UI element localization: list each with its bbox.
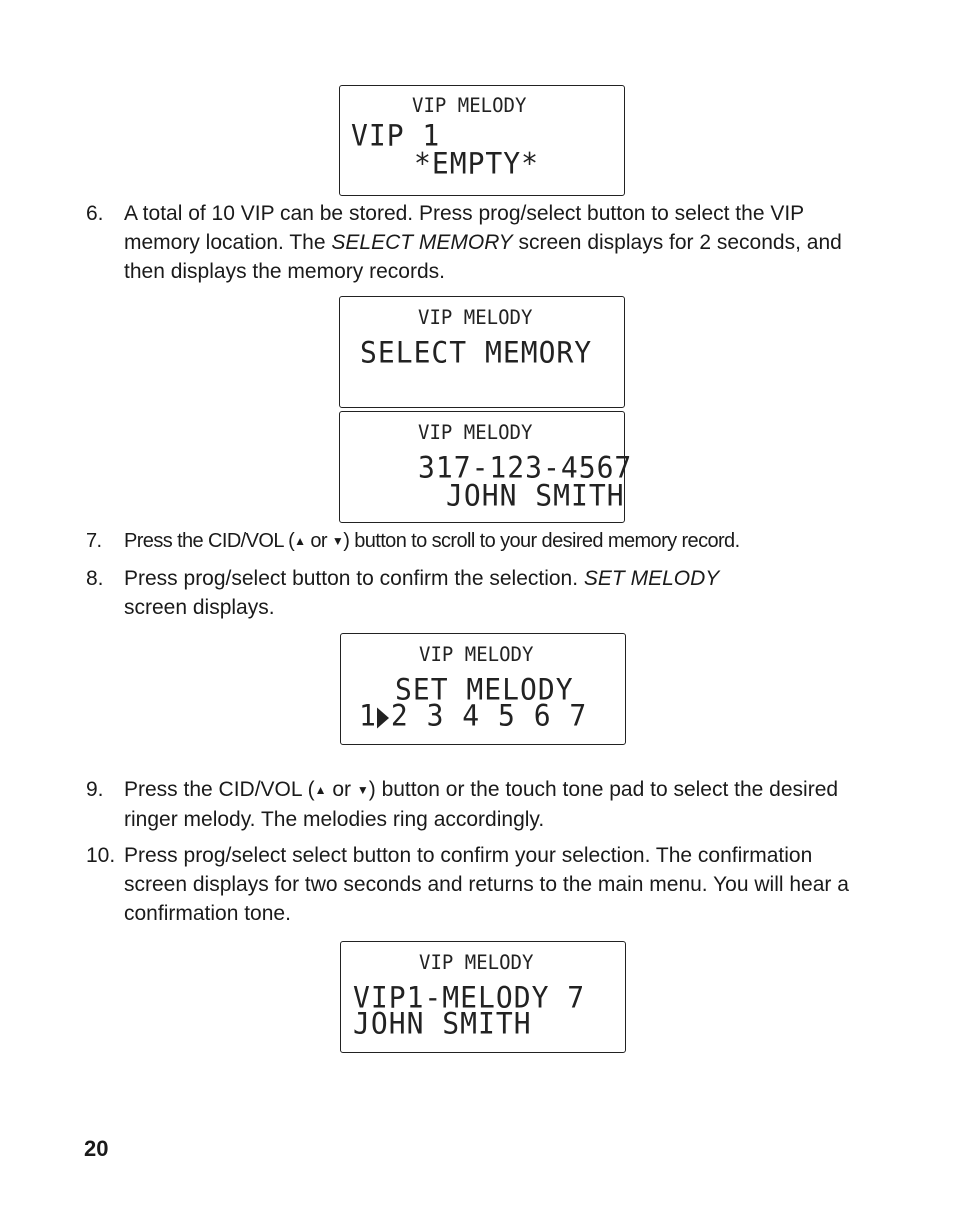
up-triangle-icon: ▲ bbox=[314, 783, 327, 797]
lcd-screen-set-melody bbox=[340, 633, 626, 745]
lcd-line-2: 1 2 3 4 5 6 7 bbox=[359, 698, 588, 733]
page-number: 20 bbox=[84, 1136, 109, 1161]
up-triangle-icon: ▲ bbox=[294, 534, 306, 548]
lcd-header: VIP MELODY bbox=[419, 643, 534, 667]
lcd-line-1: 317-123-4567 bbox=[418, 450, 633, 485]
lcd-line-1: VIP1-MELODY 7 bbox=[353, 980, 586, 1015]
step-text: Press prog/select select button to confirm your selection. The confirmation screen displays for two seconds and returns to the main menu. You will hear a confirmation tone. bbox=[124, 844, 849, 925]
lcd-header: VIP MELODY bbox=[418, 421, 533, 445]
lcd-line-1: SELECT MEMORY bbox=[360, 335, 593, 370]
lcd-line-2: JOHN SMITH bbox=[446, 478, 625, 513]
step-text: Press the CID/VOL (▲ or ▼) button to scroll to your desired memory record. bbox=[124, 527, 914, 556]
down-triangle-icon: ▼ bbox=[331, 534, 344, 548]
lcd-line-1: SET MELODY bbox=[395, 672, 574, 707]
lcd-screen-vip-empty bbox=[339, 85, 625, 196]
step-number: 7. bbox=[86, 530, 102, 552]
step-text: Press prog/select button to confirm the selection. SET MELODY screen displays. bbox=[124, 567, 720, 619]
lcd-line-2: *EMPTY* bbox=[414, 146, 540, 181]
step-number: 9. bbox=[86, 778, 104, 801]
emphasis: SET MELODY bbox=[583, 567, 720, 590]
lcd-screen-melody-confirm bbox=[340, 941, 626, 1053]
step-text: A total of 10 VIP can be stored. Press prog/select button to select the VIP memory location. The SELECT MEMORY screen displays for 2 seconds, and then displays the memory records. bbox=[124, 202, 842, 283]
lcd-header: VIP MELODY bbox=[419, 951, 534, 975]
lcd-header: VIP MELODY bbox=[412, 94, 527, 118]
right-triangle-icon bbox=[377, 707, 389, 728]
lcd-header: VIP MELODY bbox=[418, 306, 533, 330]
step-number: 10. bbox=[86, 844, 116, 867]
lcd-line-1: VIP 1 bbox=[351, 118, 441, 153]
step-text: Press the CID/VOL (▲ or ▼) button or the touch tone pad to select the desired ringer melody. The melodies ring accordingly. bbox=[124, 778, 839, 831]
down-triangle-icon: ▼ bbox=[356, 783, 369, 797]
lcd-line-2: JOHN SMITH bbox=[353, 1006, 532, 1041]
emphasis: SELECT MEMORY bbox=[331, 231, 513, 254]
lcd-screen-select-memory bbox=[339, 296, 625, 408]
lcd-screen-memory-record bbox=[339, 411, 633, 523]
step-number: 8. bbox=[86, 567, 104, 590]
step-number: 6. bbox=[86, 202, 104, 225]
